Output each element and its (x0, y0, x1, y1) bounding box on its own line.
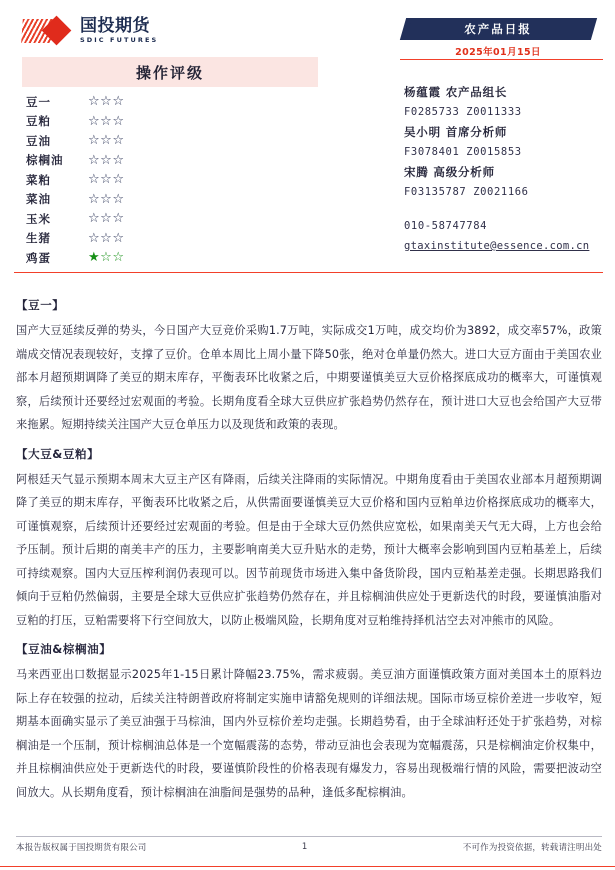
logo-company-name-cn: 国投期货 (80, 16, 150, 37)
footer-copyright: 本报告版权属于国投期货有限公司 (16, 843, 147, 853)
rating-row (26, 131, 326, 151)
rating-stars (88, 193, 124, 206)
report-section (16, 296, 602, 437)
star-empty-icon: ☆ (112, 172, 125, 188)
star-empty-icon: ☆ (112, 211, 125, 227)
star-empty-icon: ☆ (88, 191, 101, 207)
analyst-license-code: F0285733 Z0011333 (404, 106, 522, 118)
rating-row (26, 209, 326, 229)
star-empty-icon: ☆ (100, 94, 113, 110)
star-empty-icon: ☆ (112, 94, 125, 110)
section-body-text: 马来西亚出口数据显示2025年1-15日累计降幅23.75%，需求疲弱。美豆油方面谨慎政策方面对美国本土的原料边际上存在较强的拉动，后续关注特朗普政府将制定实施申请豁免规则的详细法规。国际市场豆棕价差进一步收窄，短期基本面确实显示了美豆油强于马棕油，国内外豆棕价差均走强。长期趋势看，由于全球油籽还处于扩张趋势，对棕榈油是一个压制，预计棕榈油总体是一个宽幅震荡的态势，带动豆油也会表现为宽幅震荡，只是棕榈油定价权集中，并且棕榈油供应处于更新迭代的时段，要谨慎阶段性的价格表现有爆发力，容易出现极端行情的风险，需要把波动空间放大。从长期角度看，预计棕榈油在油脂间是强势的品种，逢低多配棕榈油。 (16, 668, 602, 799)
rating-commodity-name: 豆粕 (26, 114, 51, 129)
bottom-rule (0, 866, 615, 867)
star-empty-icon: ☆ (100, 250, 113, 266)
rating-commodity-name: 鸡蛋 (26, 250, 51, 265)
star-empty-icon: ☆ (88, 94, 101, 110)
star-empty-icon: ☆ (100, 133, 113, 149)
star-empty-icon: ☆ (88, 152, 101, 168)
star-empty-icon: ☆ (112, 191, 125, 207)
page-footer (16, 841, 602, 853)
section-body-text: 阿根廷天气显示预期本周末大豆主产区有降雨，后续关注降雨的实际情况。中期角度看由于美国农业部本月超预期调降了美豆的期末库存，平衡表环比收紧之后，从供需面要谨慎美豆大豆价格和国内豆粕单边价格探底成功的概率大，可谨慎观察，后续预计还要经过宏观面的考验。但是由于全球大豆仍然供应宽松，如果南美天气无大碍，上方也会给予压制。预计后期的南美丰产的压力，主要影响南美大豆升贴水的走势，预计大概率会影响到国内豆粕基差上，后续可持续观察。国内大豆压榨利润仍表现可以。因节前现货市场进入集中备货阶段，国内豆粕基差走强。长期思路我们倾向于豆粕仍然偏弱，主要是全球大豆供应扩张趋势仍然存在，并且棕榈油供应处于更新迭代的时段，要谨慎油脂对豆粕的打压，豆粕需要将下行空间放大，以防止极端风险，长期角度对豆粕维持择机沽空去对冲熊市的风险。 (16, 472, 602, 627)
rating-stars (88, 134, 124, 147)
star-empty-icon: ☆ (88, 230, 101, 246)
footer-disclaimer: 不可作为投资依据，转载请注明出处 (462, 843, 602, 853)
rating-row (26, 170, 326, 190)
rating-stars (88, 212, 124, 225)
rating-panel-title-text: 操作评级 (135, 63, 204, 82)
footer-divider (16, 836, 602, 837)
analyst-info-block (404, 82, 614, 256)
report-section (16, 640, 602, 804)
report-type-label: 农产品日报 (464, 22, 532, 36)
rating-stars (88, 251, 124, 264)
page-number: 1 (301, 842, 308, 852)
rating-row (26, 248, 326, 268)
rating-commodity-name: 豆油 (26, 133, 51, 148)
report-date: 2025年01月15日 (455, 47, 541, 58)
logo-mark-icon (22, 18, 74, 44)
star-empty-icon: ☆ (88, 133, 101, 149)
rating-commodity-name: 豆一 (26, 94, 51, 109)
report-content (16, 296, 602, 812)
star-empty-icon: ☆ (100, 211, 113, 227)
rating-list (26, 92, 326, 268)
analyst-license-code: F03135787 Z0021166 (404, 186, 529, 198)
star-empty-icon: ☆ (88, 172, 101, 188)
logo-company-name-en: SDIC FUTURES (80, 36, 159, 45)
date-divider (400, 59, 603, 60)
rating-row (26, 151, 326, 171)
contact-email[interactable]: gtaxinstitute@essence.com.cn (404, 240, 590, 252)
rating-row (26, 92, 326, 112)
rating-stars (88, 154, 124, 167)
star-empty-icon: ☆ (100, 191, 113, 207)
contact-phone: 010-58747784 (404, 220, 488, 232)
section-heading: 【大豆&豆粕】 (16, 446, 100, 461)
rating-stars (88, 95, 124, 108)
rating-commodity-name: 菜油 (26, 192, 51, 207)
star-empty-icon: ☆ (100, 113, 113, 129)
rating-row (26, 112, 326, 132)
rating-commodity-name: 生猪 (26, 231, 51, 246)
star-empty-icon: ☆ (88, 113, 101, 129)
analyst-name: 吴小明 首席分析师 (404, 125, 508, 139)
star-filled-icon: ★ (88, 250, 101, 266)
star-empty-icon: ☆ (112, 230, 125, 246)
section-body-text: 国产大豆延续反弹的势头，今日国产大豆竞价采购1.7万吨，实际成交1万吨，成交均价为3892，成交率57%，政策端成交情况表现较好，支撑了豆价。仓单本周比上周小量下降50张，绝对仓单量仍然大。进口大豆方面由于美国农业部本月超预期调降了美豆的期末库存，平衡表环比收紧之后，中期要谨慎美豆大豆价格探底成功的概率大，可谨慎观察，后续预计还要经过宏观面的考验。长期角度看全球大豆供应扩张趋势仍然存在，预计进口大豆也会给国产大豆带来拖累。短期持续关注国产大豆仓单压力以及现货和政策的表现。 (16, 324, 602, 431)
star-empty-icon: ☆ (100, 152, 113, 168)
star-empty-icon: ☆ (100, 172, 113, 188)
rating-row (26, 229, 326, 249)
report-type-banner (403, 18, 593, 40)
rating-commodity-name: 玉米 (26, 211, 51, 226)
report-section (16, 445, 602, 633)
star-empty-icon: ☆ (100, 230, 113, 246)
section-heading: 【豆油&棕榈油】 (16, 642, 112, 656)
rating-commodity-name: 菜粕 (26, 172, 51, 187)
analyst-entries (404, 82, 614, 202)
star-empty-icon: ☆ (112, 250, 125, 266)
star-empty-icon: ☆ (112, 113, 125, 129)
analyst-license-code: F3078401 Z0015853 (404, 146, 522, 158)
analyst-name: 杨蕴霞 农产品组长 (404, 85, 508, 99)
star-empty-icon: ☆ (88, 211, 101, 227)
logo-text (80, 18, 158, 44)
analyst-name: 宋腾 高级分析师 (404, 165, 495, 179)
rating-stars (88, 173, 124, 186)
star-empty-icon: ☆ (112, 133, 125, 149)
section-heading: 【豆一】 (16, 298, 65, 312)
header-divider (14, 272, 603, 273)
rating-stars (88, 115, 124, 128)
rating-stars (88, 232, 124, 245)
company-logo (22, 14, 158, 48)
report-header (0, 0, 615, 280)
rating-row (26, 190, 326, 210)
star-empty-icon: ☆ (112, 152, 125, 168)
rating-commodity-name: 棕榈油 (26, 153, 64, 168)
rating-panel-title (22, 57, 318, 87)
